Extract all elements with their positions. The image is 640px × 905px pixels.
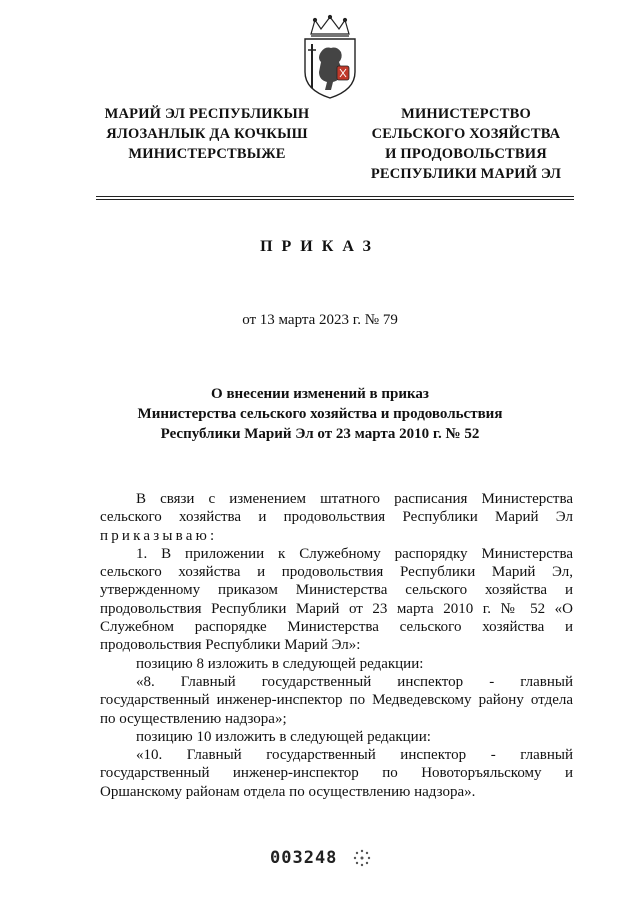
- serial-number: 003248: [270, 848, 338, 868]
- subject-line: Министерства сельского хозяйства и продовольствия: [137, 406, 503, 422]
- document-subject: [0, 384, 640, 444]
- header-left-marijan: [92, 104, 322, 164]
- coat-of-arms-emblem: [297, 14, 363, 100]
- header-right-line: МИНИСТЕРСТВО: [401, 106, 531, 122]
- paragraph-position-10-intro: позицию 10 изложить в следующей редакции:: [136, 728, 431, 745]
- paragraph-position-8-text: «8. Главный государственный инспектор - главный государственный инженер-инспектор по Медведевскому району отдела по осуществлению надзора»;: [100, 673, 573, 727]
- subject-line: Республики Марий Эл от 23 марта 2010 г. № 52: [160, 426, 480, 442]
- header-divider: [96, 199, 574, 200]
- document-date-number: от 13 марта 2023 г. № 79: [242, 312, 398, 328]
- header-right-line: РЕСПУБЛИКИ МАРИЙ ЭЛ: [370, 166, 562, 182]
- header-divider: [96, 196, 574, 197]
- paragraph-position-10-text: «10. Главный государственный инспектор - главный государственный инженер-инспектор по Новоторъяльскому и Оршанскому районам отдела по осуществлению надзора».: [100, 747, 573, 800]
- header-left-line: МИНИСТЕРСТВЫЖЕ: [128, 146, 286, 162]
- paragraph-preamble: [100, 490, 573, 545]
- order-word: приказываю:: [100, 527, 218, 544]
- header-right-russian: [356, 104, 576, 184]
- paragraph-item-1: 1. В приложении к Служебному распорядку Министерства сельского хозяйства и продовольствия Республики Марий Эл, утвержденному приказом Министерства сельского хозяйства и продовольствия Республики Марий от 23 марта 2010 г. № 52 «О Служебном распорядке Министерства сельского хозяйства и продовольствия Республики Марий Эл»:: [100, 545, 573, 654]
- document-body: [100, 490, 573, 801]
- subject-line: О внесении изменений в приказ: [211, 386, 429, 402]
- paragraph-position-8-intro: позицию 8 изложить в следующей редакции:: [136, 655, 424, 672]
- header-right-line: СЕЛЬСКОГО ХОЗЯЙСТВА: [371, 126, 561, 142]
- header-left-line: ЯЛОЗАНЛЫК ДА КОЧКЫШ: [106, 126, 308, 142]
- document-title: ПРИКАЗ: [260, 238, 380, 255]
- header-right-line: И ПРОДОВОЛЬСТВИЯ: [385, 146, 547, 162]
- preamble-text: В связи с изменением штатного расписания Министерства сельского хозяйства и продовольствия Республики Марий Эл: [100, 491, 573, 526]
- crown-icon: [311, 16, 349, 37]
- seal-mark-icon: [352, 848, 372, 868]
- header-left-line: МАРИЙ ЭЛ РЕСПУБЛИКЫН: [104, 106, 310, 122]
